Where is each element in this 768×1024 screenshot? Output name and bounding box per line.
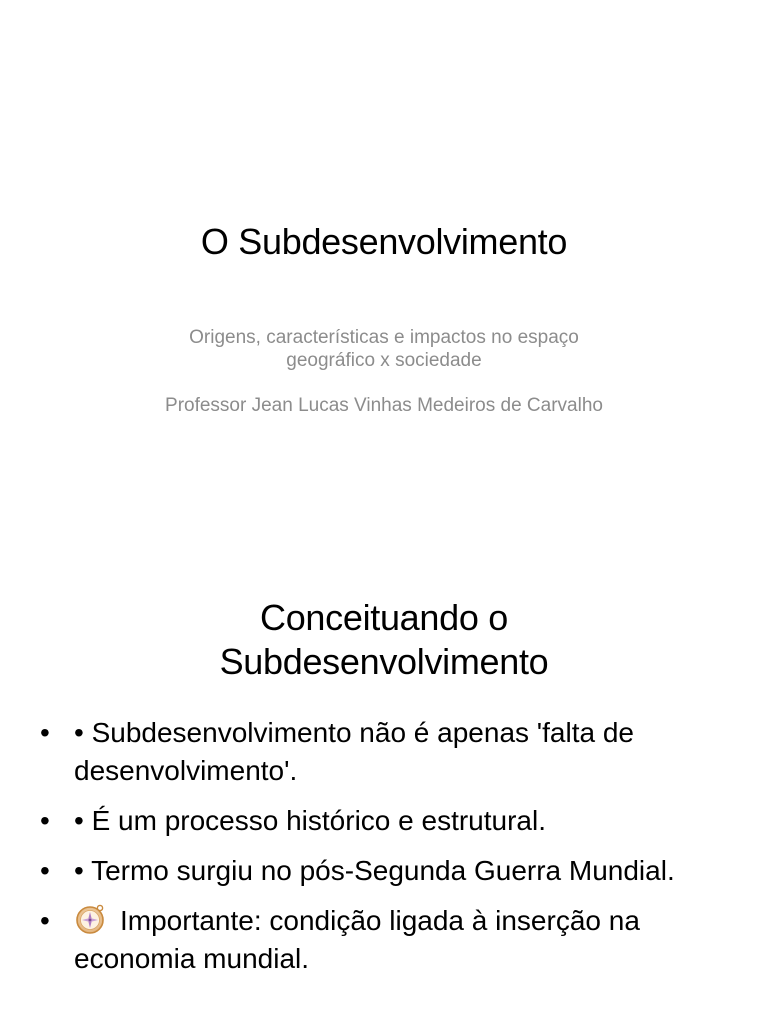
content-slide [0, 512, 768, 1024]
subtitle-line-2: geográfico x sociedade [286, 350, 482, 371]
bullet-marker: • [40, 805, 50, 836]
list-item-text: • Subdesenvolvimento não é apenas 'falta de desenvolvimento'. [74, 717, 634, 786]
bullet-marker: • [40, 855, 50, 886]
list-item [40, 852, 740, 890]
list-item-text: • É um processo histórico e estrutural. [74, 805, 546, 836]
slide-heading-line-1: Conceituando o [260, 597, 508, 638]
list-item [40, 802, 740, 840]
bullet-marker: • [40, 717, 50, 748]
slide-heading-line-2: Subdesenvolvimento [219, 641, 549, 682]
bullet-list [40, 714, 740, 990]
slide-subtitle [100, 326, 668, 417]
slide-heading [0, 596, 768, 684]
compass-icon [74, 903, 106, 935]
list-item [40, 902, 740, 978]
list-item [40, 714, 740, 790]
slide-title: O Subdesenvolvimento [200, 221, 568, 262]
bullet-marker: • [40, 905, 50, 936]
list-item-text: Importante: condição ligada à inserção na economia mundial. [74, 905, 640, 974]
list-item-text: • Termo surgiu no pós-Segunda Guerra Mundial. [74, 855, 675, 886]
author-name: Professor Jean Lucas Vinhas Medeiros de Carvalho [165, 395, 603, 416]
subtitle-line-1: Origens, características e impactos no espaço [189, 327, 579, 348]
